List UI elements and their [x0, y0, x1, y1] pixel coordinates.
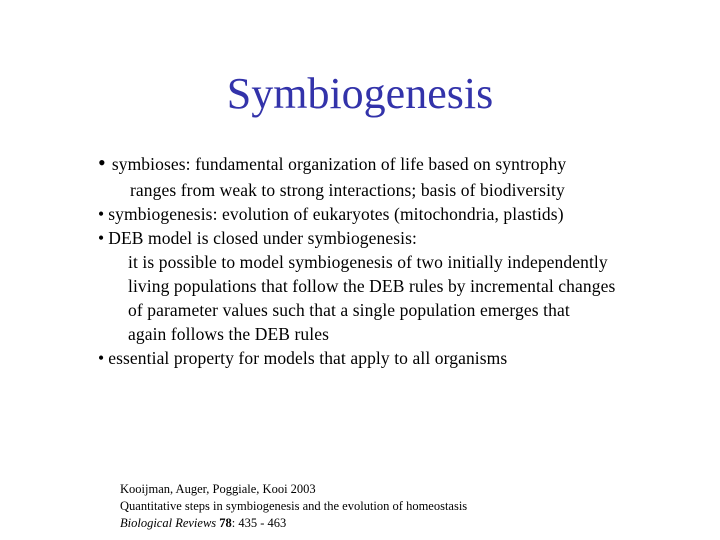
bullet-item-symbioses — [98, 152, 566, 175]
slide-title: Symbiogenesis — [226, 69, 494, 118]
reference-authors: Kooijman, Auger, Poggiale, Kooi 2003 — [120, 482, 316, 496]
bullet-subline: living populations that follow the DEB rules by incremental changes — [128, 276, 616, 296]
bullet-subline: again follows the DEB rules — [128, 324, 329, 344]
reference-source — [120, 515, 467, 532]
bullet-text: DEB model is closed under symbiogenesis: — [108, 228, 417, 248]
bullet-text: symbioses: fundamental organization of life based on syntrophy — [111, 154, 567, 174]
bullet-subline: of parameter values such that a single population emerges that — [128, 300, 570, 320]
bullet-icon: • — [98, 228, 105, 248]
bullet-icon: • — [98, 204, 105, 224]
bullet-text: essential property for models that apply to all organisms — [108, 348, 508, 368]
bullet-icon: • — [98, 348, 105, 368]
reference-volume: 78 — [219, 516, 232, 530]
bullet-subline: ranges from weak to strong interactions; basis of biodiversity — [130, 180, 565, 200]
bullet-icon: • — [98, 150, 106, 175]
bullet-text: symbiogenesis: evolution of eukaryotes (mitochondria, plastids) — [108, 204, 564, 224]
bullet-item-deb-model — [98, 227, 417, 249]
reference-pages: : 435 - 463 — [231, 516, 287, 530]
bullet-item-essential-property — [98, 347, 507, 369]
bullet-subline: it is possible to model symbiogenesis of two initially independently — [128, 252, 608, 272]
bullet-item-symbiogenesis — [98, 203, 564, 225]
reference-journal: Biological Reviews — [120, 516, 217, 530]
reference-title: Quantitative steps in symbiogenesis and the evolution of homeostasis — [120, 499, 468, 513]
reference-citation — [120, 481, 467, 532]
